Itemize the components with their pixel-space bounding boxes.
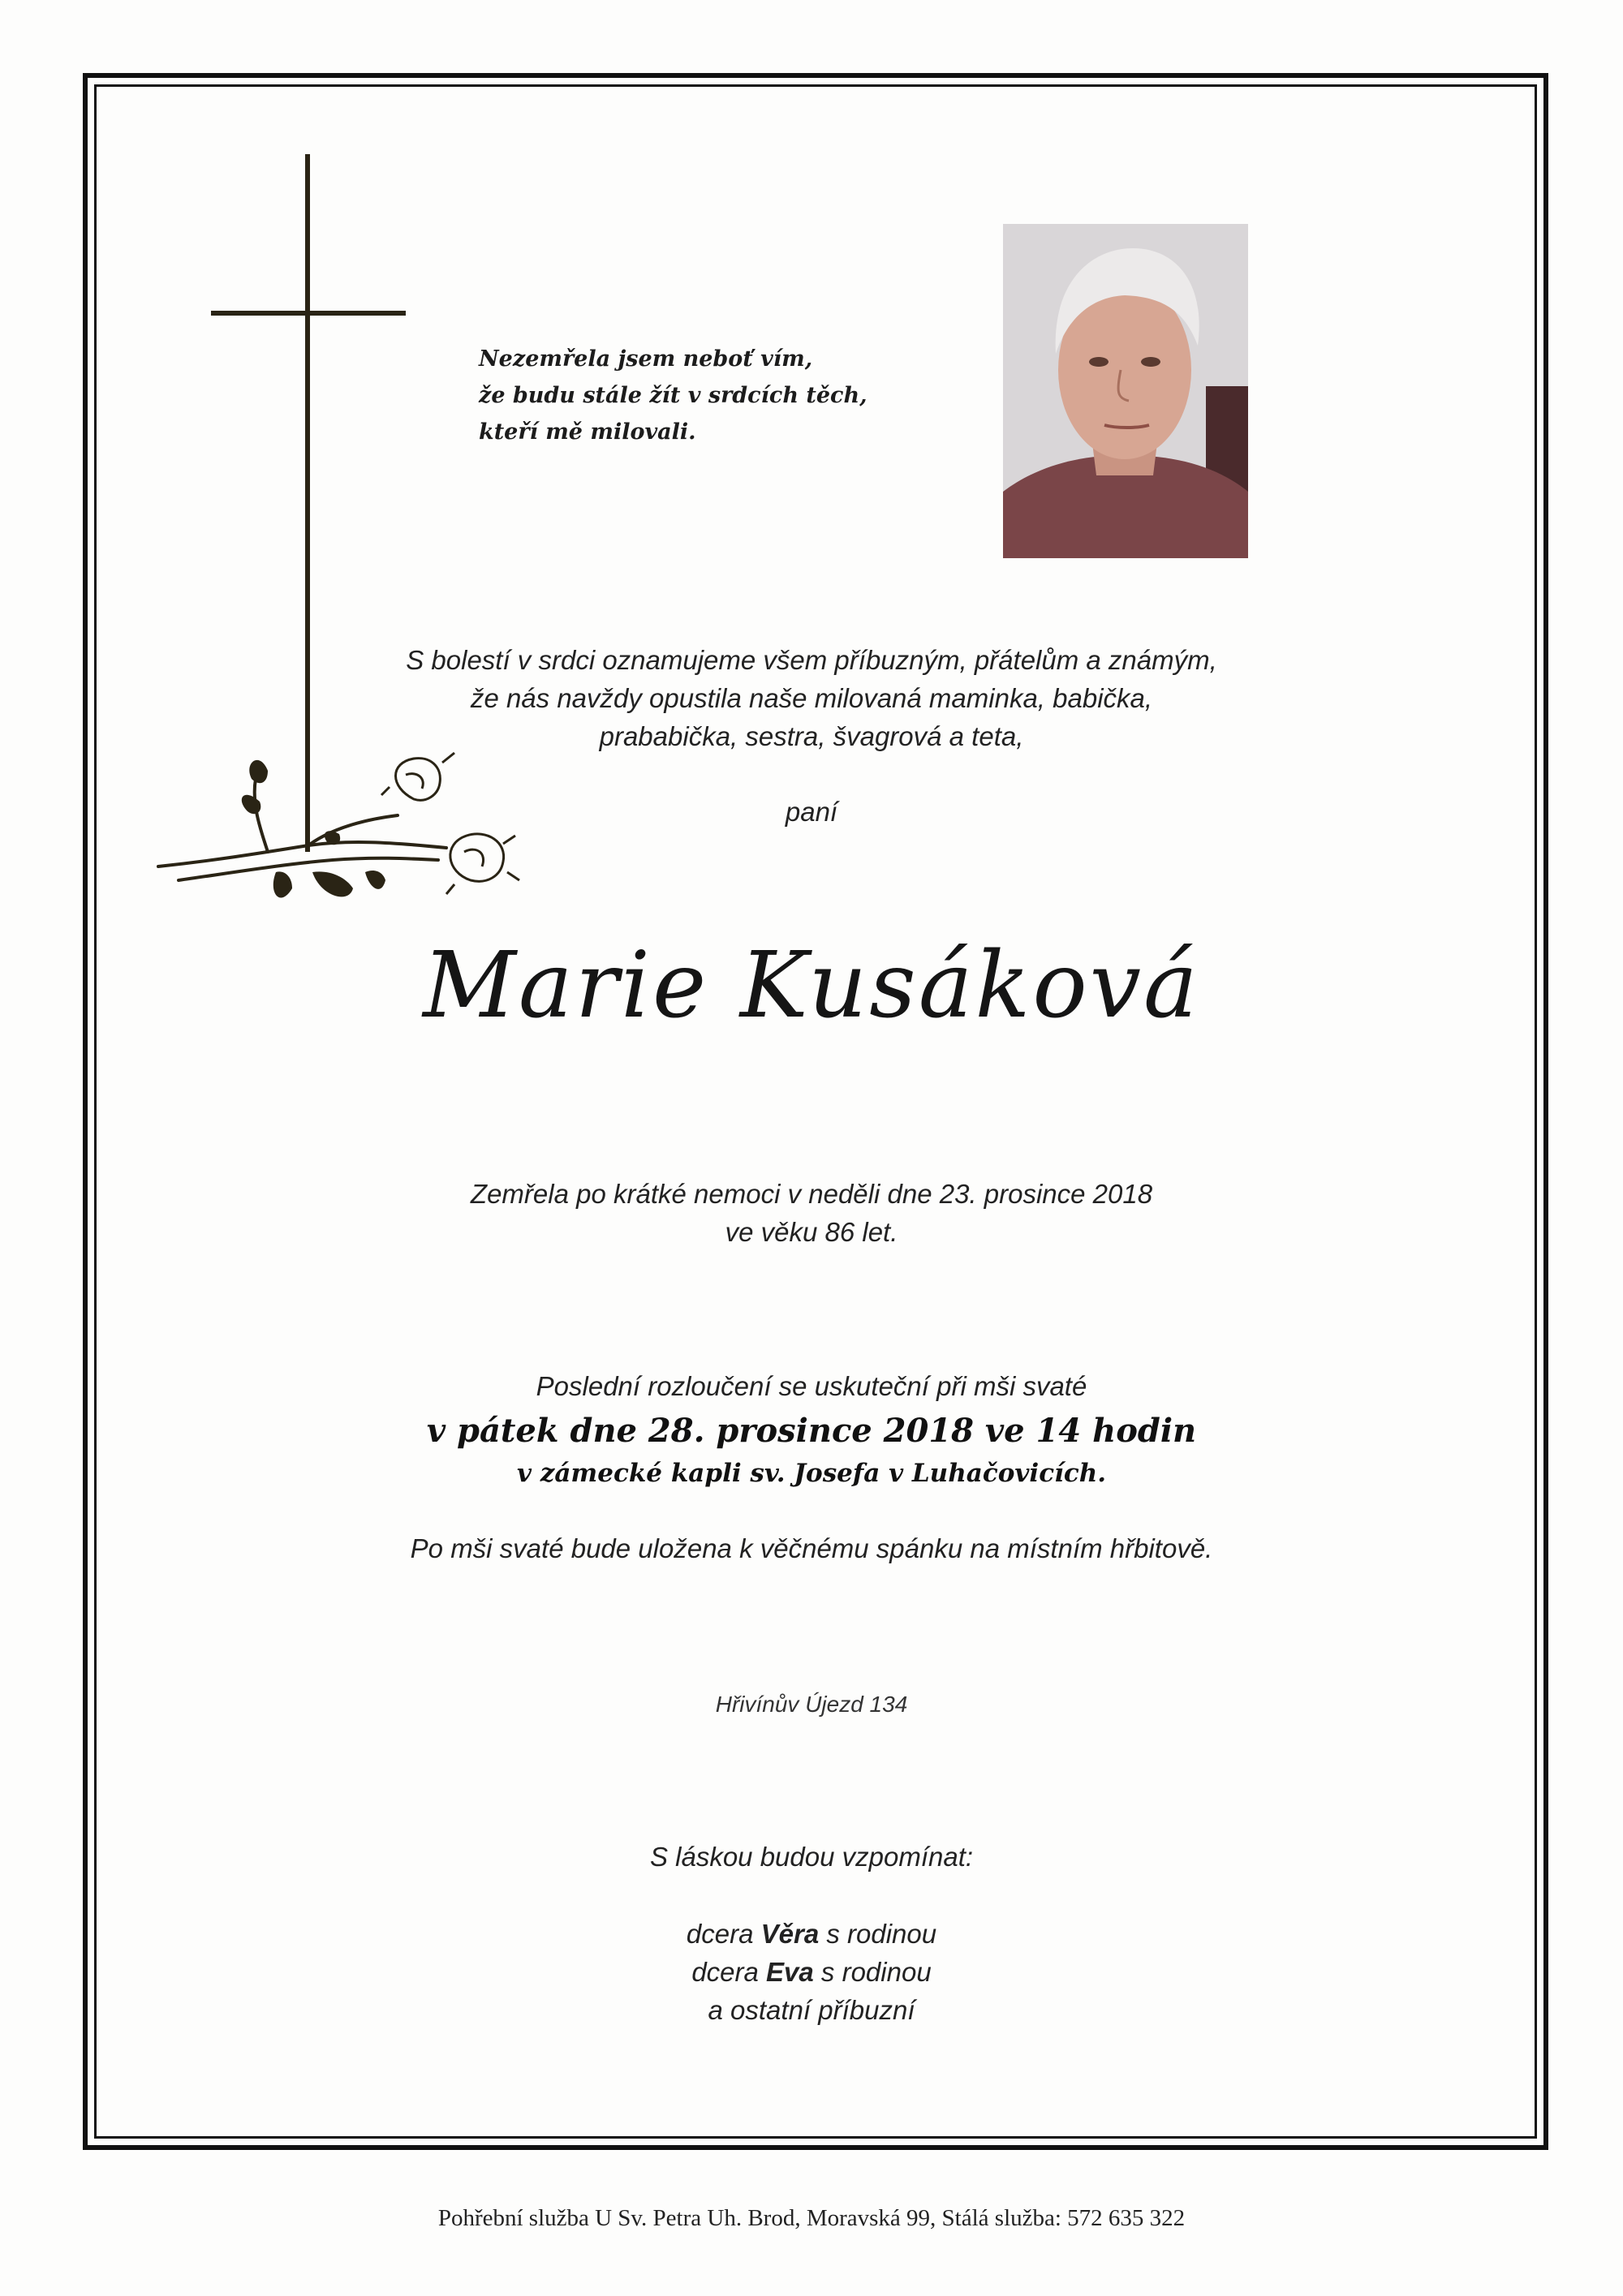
mourner-suffix: s rodinou [813,1957,932,1987]
remember-heading: S láskou budou vzpomínat: [649,1842,974,1872]
mourner-item [203,1953,1420,1991]
rose-leaves [242,760,385,898]
age-line: ve věku 86 let. [725,1217,898,1247]
rose-sprig [158,779,446,880]
farewell-intro: Poslední rozloučení se uskuteční při mši svaté [536,1371,1087,1401]
announcement-intro [203,641,1420,755]
cross-horizontal-bar [211,311,406,316]
intro-line: že nás navždy opustila naše milovaná maminka, babička, [470,683,1153,713]
motto-line: kteří mě milovali. [479,419,696,445]
motto-quote [479,341,966,450]
family-address: Hřivínův Újezd 134 [715,1692,908,1717]
deceased-portrait-photo [1003,224,1248,558]
death-details [203,1175,1420,1251]
intro-line: prababička, sestra, švagrová a teta, [599,721,1024,751]
mourners-list [203,1915,1420,2029]
farewell-location: v zámecké kapli sv. Josefa v Luhačovicích. [516,1459,1107,1488]
burial-note: Po mši svaté bude uložena k věčnému spánku na místním hřbitově. [410,1533,1213,1563]
motto-line: že budu stále žít v srdcích těch, [479,383,867,408]
mourner-suffix: s rodinou [819,1919,937,1949]
mourner-item: a ostatní příbuzní [708,1995,915,2025]
farewell-date-time: v pátek dne 28. prosince 2018 ve 14 hodin [426,1412,1197,1450]
deceased-name: Marie Kusáková [423,933,1200,1038]
mourner-item [203,1915,1420,1953]
intro-line: S bolestí v srdci oznamujeme všem příbuzným, přátelům a známým, [406,645,1217,675]
motto-line: Nezemřela jsem neboť vím, [479,346,813,372]
funeral-service-footer: Pohřební služba U Sv. Petra Uh. Brod, Moravská 99, Stálá služba: 572 635 322 [437,2205,1186,2231]
salutation: paní [785,797,838,827]
mourner-relation: dcera [691,1957,767,1987]
mourner-relation: dcera [686,1919,761,1949]
mourner-name: Eva [766,1957,814,1987]
mourner-name: Věra [760,1919,820,1949]
death-line: Zemřela po krátké nemoci v neděli dne 23. prosince 2018 [470,1179,1153,1209]
